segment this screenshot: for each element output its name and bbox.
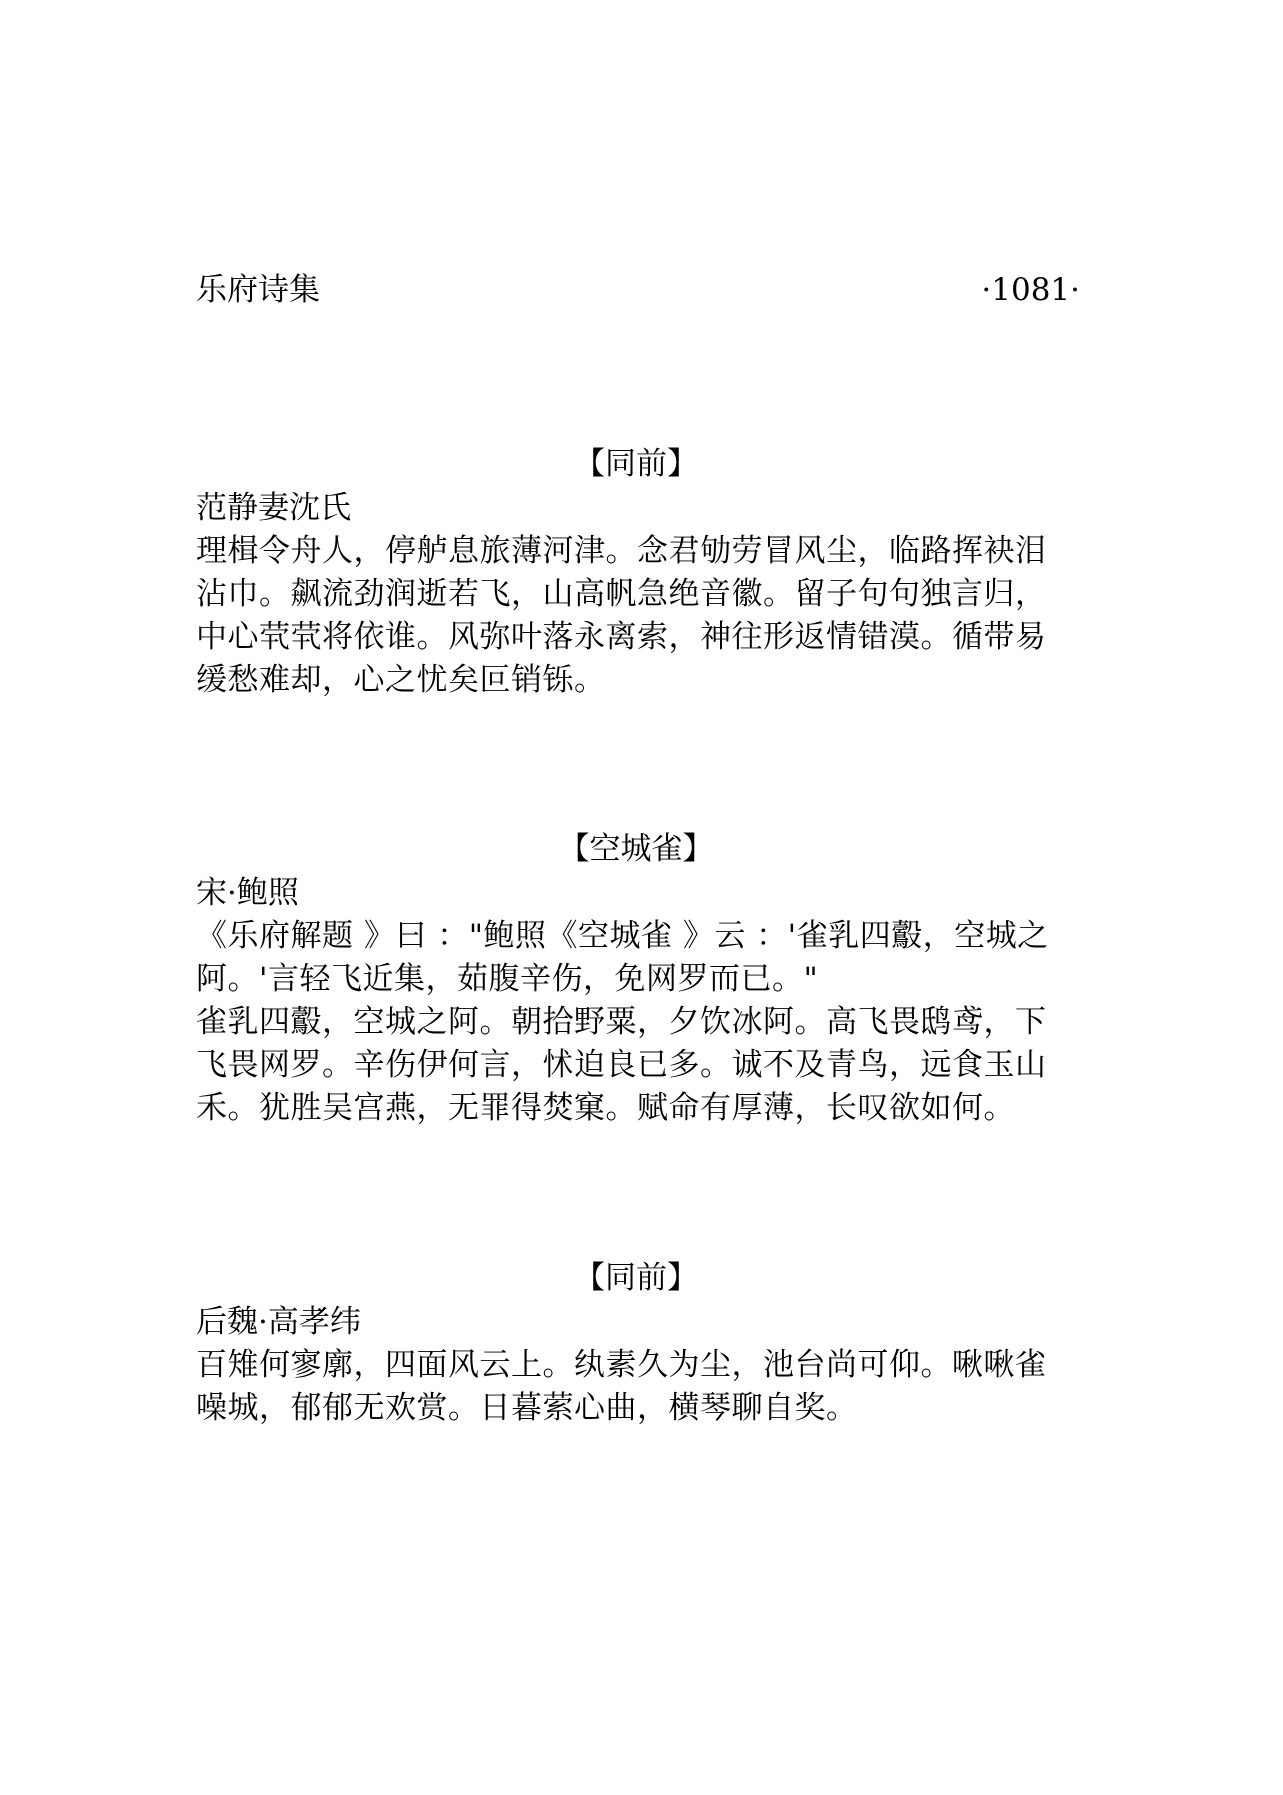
poem-line: 噪城，郁郁无欢赏。日暮萦心曲，横琴聊自奖。 — [196, 1390, 858, 1426]
poem-line: 禾。犹胜吴宫燕，无罪得焚窠。赋命有厚薄，长叹欲如何。 — [196, 1090, 1015, 1126]
poem-line: 阿。'言轻飞近集，茹腹辛伤，免网罗而已。" — [196, 961, 819, 997]
poem-line: 中心茕茕将依谁。风弥叶落永离索，神往形返情错漠。循带易 — [196, 619, 1047, 655]
page-header — [196, 268, 1080, 312]
poem-author: 范静妻沈氏 — [196, 490, 351, 526]
poem-section — [196, 442, 1136, 702]
poem-title: 【同前】 — [574, 446, 698, 482]
poem-line: 缓愁难却，心之忧矣叵销铄。 — [196, 662, 606, 698]
poem-line: 沾巾。飙流劲润逝若飞，山高帆急绝音徽。留子句句独言归， — [196, 576, 1047, 612]
poem-section — [196, 1256, 1136, 1430]
poem-line: 雀乳四鷇，空城之阿。朝拾野粟，夕饮冰阿。高飞畏鸱鸢，下 — [196, 1004, 1047, 1040]
page-number: ·1081· — [981, 272, 1080, 308]
poem-body — [196, 1344, 1136, 1430]
poem-line: 飞畏网罗。辛伤伊何言，怵迫良已多。诚不及青鸟，远食玉山 — [196, 1047, 1047, 1083]
poem-body — [196, 530, 1136, 702]
poem-line: 百雉何寥廓，四面风云上。纨素久为尘，池台尚可仰。啾啾雀 — [196, 1347, 1047, 1383]
poem-author: 后魏·高孝纬 — [196, 1304, 361, 1340]
poem-title: 【同前】 — [574, 1260, 698, 1296]
poem-body — [196, 915, 1136, 1130]
poem-title: 【空城雀】 — [558, 831, 714, 867]
poem-line: 《乐府解题 》曰 ："鲍照《空城雀 》云 ：'雀乳四鷇，空城之 — [196, 918, 1049, 954]
poem-line: 理楫令舟人，停舻息旅薄河津。念君劬劳冒风尘，临路挥袂泪 — [196, 533, 1047, 569]
poem-section — [196, 827, 1136, 1130]
poem-author: 宋·鲍照 — [196, 875, 299, 911]
book-title: 乐府诗集 — [196, 272, 320, 308]
